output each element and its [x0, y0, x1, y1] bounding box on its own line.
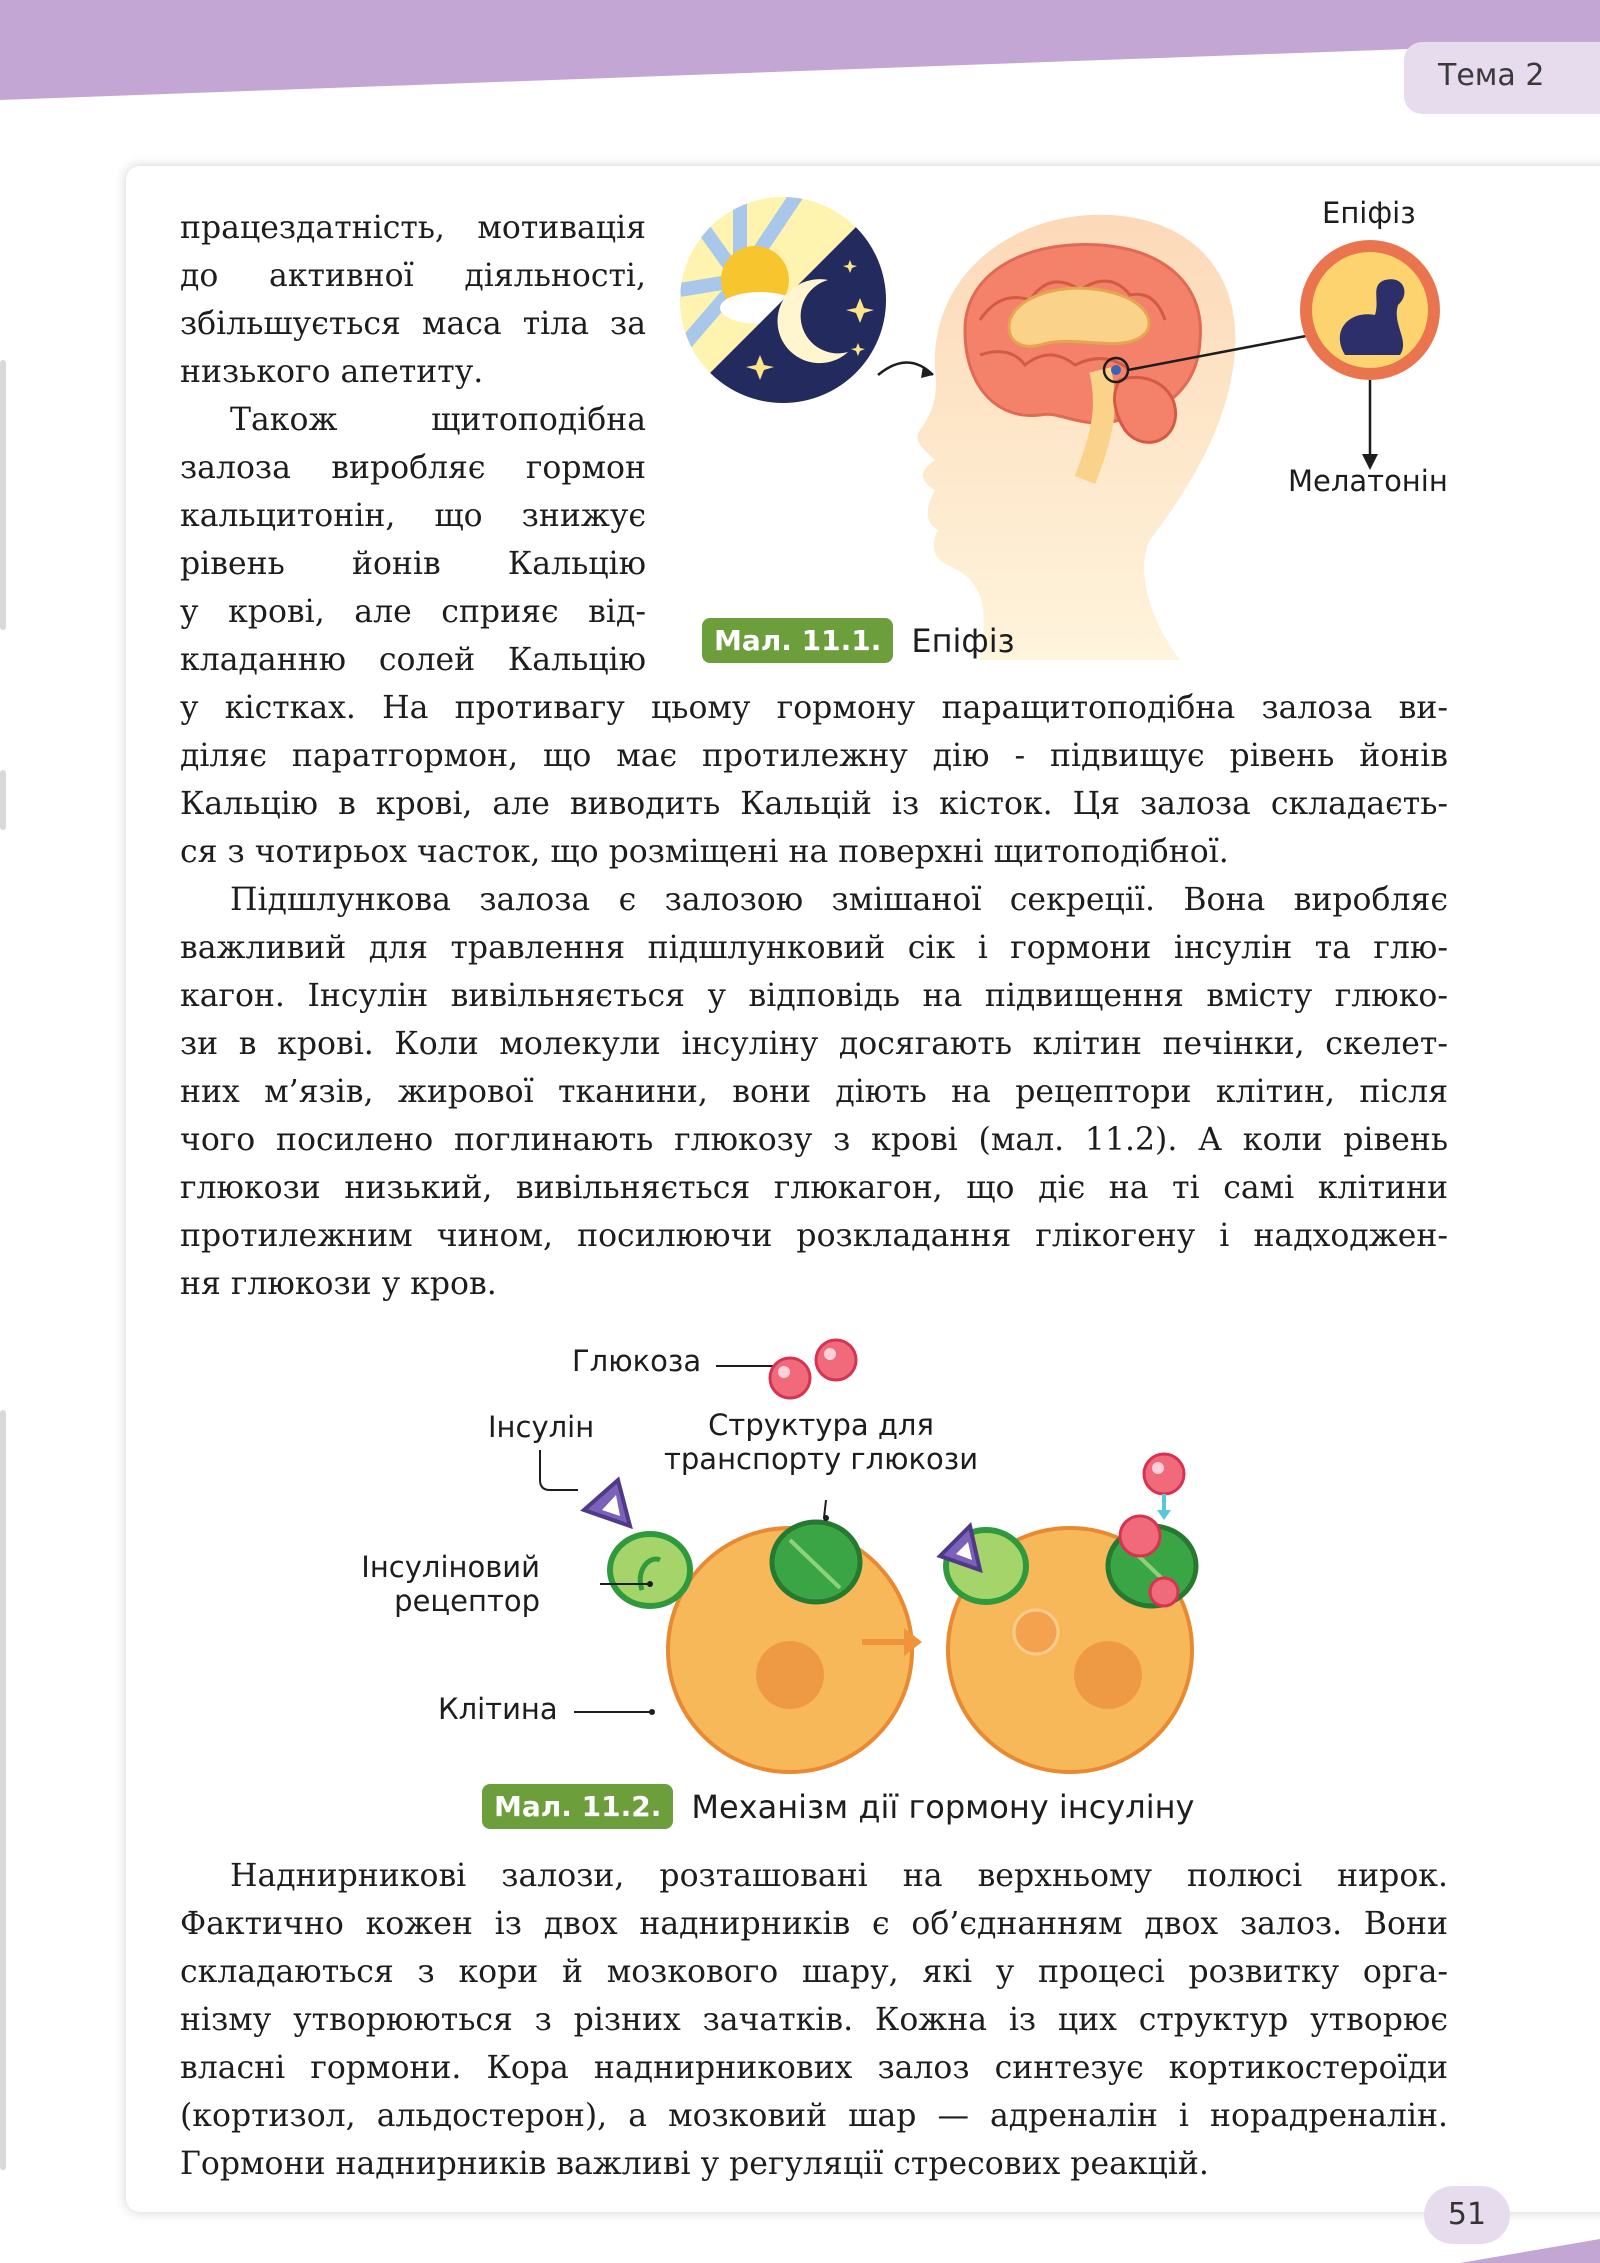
text-line: власні гормони. Кора наднирникових залоз синтезує кортикостероїди	[180, 2050, 1448, 2086]
edge-mark	[0, 770, 6, 830]
paragraph-2-continued	[180, 684, 1448, 876]
text-line: рівень йонів Кальцію	[180, 546, 646, 582]
text-line: Фактично кожен із двох наднирників є об’єднанням двох залоз. Вони	[180, 1906, 1448, 1942]
cell-label: Клітина	[438, 1692, 558, 1726]
figure-11-1-title: Епіфіз	[911, 621, 1015, 660]
text-line: протилежним чином, посилюючи розкладання глікогену і надходжен-	[180, 1218, 1448, 1254]
footer-band	[0, 2193, 1600, 2263]
text-line: нізму утворюються з різних зачатків. Кожна із цих структур утворює	[180, 2002, 1448, 2038]
text-line: кладанню солей Кальцію	[180, 642, 646, 678]
paragraph-1	[180, 204, 646, 396]
text-line: Наднирникові залози, розташовані на верхньому полюсі нирок.	[230, 1858, 1448, 1894]
text-line: у крові, але сприяє від-	[180, 594, 646, 630]
text-line: Також щитоподібна	[230, 402, 646, 438]
figure-11-1-number: Мал. 11.1.	[702, 618, 893, 663]
edge-mark	[0, 1410, 6, 2170]
topic-tab	[1404, 42, 1600, 114]
text-line: (кортизол, альдостерон), а мозковий шар — адреналін і норадреналін.	[180, 2098, 1448, 2134]
paragraph-2	[180, 396, 646, 684]
receptor-label-line: рецептор	[394, 1584, 540, 1618]
text-line: низького апетиту.	[180, 354, 484, 390]
text-line: у кістках. На противагу цьому гормону паращитоподібна залоза ви-	[180, 690, 1448, 726]
text-line: чого посилено поглинають глюкозу з крові (мал. 11.2). А коли рівень	[180, 1122, 1448, 1158]
figure-11-2-title: Механізм дії гормону інсуліну	[691, 1787, 1195, 1826]
header-band	[0, 0, 1600, 110]
day-night-icon	[680, 180, 886, 403]
paragraph-4	[180, 1852, 1448, 2188]
melatonin-label: Мелатонін	[1288, 464, 1448, 498]
text-line: до активної діяльності,	[180, 258, 646, 294]
text-line: діляє паратгормон, що має протилежну дію - підвищує рівень йонів	[180, 738, 1448, 774]
text-line: Кальцію в крові, але виводить Кальцій із кісток. Ця залоза складаєть-	[180, 786, 1448, 822]
insulin-label: Інсулін	[488, 1410, 595, 1444]
text-line: кагон. Інсулін вивільняється у відповідь на підвищення вмісту глюко-	[180, 978, 1448, 1014]
insulin-receptor-label	[356, 1550, 540, 1618]
transport-label-line: Структура для	[708, 1408, 934, 1442]
topic-label: Тема 2	[1438, 58, 1545, 93]
figure-11-2-number: Мал. 11.2.	[482, 1784, 673, 1829]
text-line: збільшується маса тіла за	[180, 306, 646, 342]
transport-structure-label	[664, 1408, 978, 1476]
figure-11-1-caption	[702, 618, 1015, 663]
text-line: кальцитонін, що знижує	[180, 498, 646, 534]
text-line: Гормони наднирників важливі у регуляції стресових реакцій.	[180, 2146, 1209, 2182]
figure-11-2-caption	[482, 1784, 1194, 1829]
epiphysis-illustration	[680, 180, 1480, 680]
epiphysis-label: Епіфіз	[1322, 196, 1416, 230]
text-line: залоза виробляє гормон	[180, 450, 646, 486]
edge-mark	[0, 360, 6, 630]
text-line: ня глюкози у кров.	[180, 1266, 497, 1302]
text-line: складаються з кори й мозкового шару, які у процесі розвитку орга-	[180, 1954, 1448, 1990]
text-line: глюкози низький, вивільняється глюкагон, що діє на ті самі клітини	[180, 1170, 1448, 1206]
paragraph-3	[180, 876, 1448, 1308]
insulin-mechanism-illustration	[540, 1330, 1340, 1770]
text-line: важливий для травлення підшлунковий сік і гормони інсулін та глю-	[180, 930, 1448, 966]
transport-label-line: транспорту глюкози	[664, 1442, 979, 1476]
page-number: 51	[1424, 2186, 1510, 2244]
text-line: зи в крові. Коли молекули інсуліну досягають клітин печінки, скелет-	[180, 1026, 1448, 1062]
receptor-label-line: Інсуліновий	[361, 1550, 540, 1584]
text-line: них м’язів, жирової тканини, вони діють на рецептори клітин, після	[180, 1074, 1448, 1110]
text-line: Підшлункова залоза є залозою змішаної секреції. Вона виробляє	[230, 882, 1448, 918]
text-line: працездатність, мотивація	[180, 210, 646, 246]
glucose-label: Глюкоза	[572, 1344, 702, 1378]
text-line: ся з чотирьох часток, що розміщені на поверхні щитоподібної.	[180, 834, 1229, 870]
